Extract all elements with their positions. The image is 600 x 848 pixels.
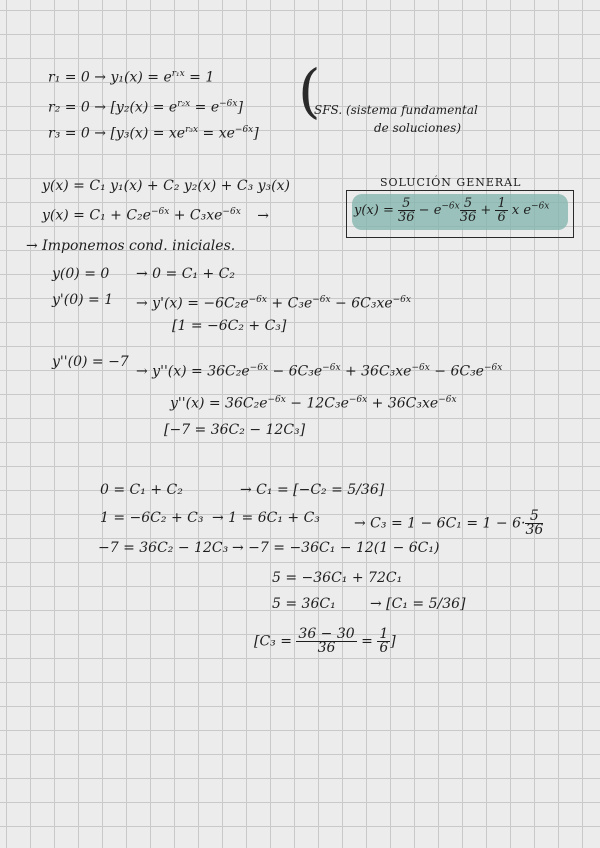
root-2-mid: = e (190, 99, 220, 116)
condition-3-line-2 (170, 392, 457, 412)
s6-result-frac (377, 628, 390, 655)
boxed-solution (354, 197, 549, 224)
root-3-exponent: r₃x (185, 125, 199, 135)
c3-b: − 6C₃e (268, 363, 323, 380)
gs-l2-a: y(x) = C₁ + C₂e (42, 207, 151, 224)
c3-exp4: −6x (483, 363, 503, 373)
root-2-exponent: r₂x (177, 99, 191, 109)
arrow-icon: → (257, 207, 269, 224)
c3-c: + 36C₃xe (340, 363, 412, 380)
system-2-mid: → 1 = 6C₁ + C₃ (212, 510, 320, 526)
gs-l2-exp1: −6x (150, 207, 170, 217)
root-2-text: r₂ = 0 → [y₂(x) = e (48, 99, 178, 116)
c3-l2-exp2: −6x (348, 395, 368, 405)
boxed-frac-3 (495, 197, 507, 224)
s2-frac (525, 510, 543, 537)
c3-l2-a: y''(x) = 36C₂e (170, 395, 268, 412)
system-3-right: → −7 = −36C₁ − 12(1 − 6C₁) (232, 540, 440, 556)
condition-2-left: y'(0) = 1 (52, 292, 114, 308)
s6-a: [C₃ = (254, 633, 297, 650)
boxed-frac-1 (398, 197, 415, 224)
boxed-frac-2-den: 36 (459, 210, 477, 225)
c3-exp2: −6x (322, 363, 341, 373)
sfs-brace: ( (298, 57, 321, 125)
condition-3-right (136, 360, 502, 380)
s2-c: → C₃ = 1 − 6C₁ = 1 − 6· (354, 515, 526, 532)
system-4: 5 = −36C₁ + 72C₁ (272, 570, 403, 586)
root-2-tail: ] (237, 99, 243, 116)
root-3-mid: = xe (198, 125, 235, 142)
root-3-exponent-2: −6x (234, 125, 254, 135)
gs-l2-b: + C₃xe (169, 207, 223, 224)
s6-result-num: 1 (379, 626, 389, 642)
boxed-frac-1-den: 36 (397, 210, 415, 225)
system-2-left: 1 = −6C₂ + C₃ (100, 510, 204, 526)
c3-l2-exp1: −6x (267, 395, 286, 405)
boxed-frac-1-num: 5 (398, 197, 415, 211)
general-solution-line-1: y(x) = C₁ y₁(x) + C₂ y₂(x) + C₃ y₃(x) (42, 178, 290, 194)
condition-3-left: y''(0) = −7 (52, 354, 129, 370)
boxed-plus: + (476, 203, 496, 218)
c2-c: − 6C₃xe (330, 295, 393, 312)
system-2-right (354, 510, 543, 537)
boxed-frac-2-num: 5 (460, 197, 477, 211)
sfs-label-1: SFS. (sistema fundamental (314, 103, 478, 117)
system-6 (254, 628, 396, 655)
c2-exp3: −6x (392, 295, 411, 305)
c3-exp3: −6x (411, 363, 430, 373)
root-3-line (48, 122, 259, 142)
boxed-term-3: x e (507, 203, 532, 218)
s6-den: 36 (317, 640, 336, 656)
s6-eq: = (356, 633, 378, 650)
system-1-left: 0 = C₁ + C₂ (100, 482, 183, 498)
c2-exp2: −6x (312, 295, 331, 305)
condition-3-boxed: [−7 = 36C₂ − 12C₃] (164, 422, 306, 438)
boxed-lhs: y(x) = (354, 203, 398, 218)
condition-1-right: → 0 = C₁ + C₂ (136, 266, 235, 282)
system-1-right: → C₁ = [−C₂ = 5/36] (240, 482, 385, 498)
boxed-exp-2: −6x (531, 201, 550, 212)
s6-num: 36 − 30 (298, 626, 355, 642)
c3-d: − 6C₃e (429, 363, 484, 380)
system-3-left: −7 = 36C₂ − 12C₃ (98, 540, 229, 556)
boxed-frac-3-den: 6 (497, 210, 506, 225)
root-1-text: r₁ = 0 → y₁(x) = e (48, 69, 172, 86)
c2-exp1: −6x (248, 295, 267, 305)
s6-result-den: 6 (379, 640, 389, 656)
c3-exp1: −6x (249, 363, 269, 373)
c3-l2-exp3: −6x (438, 395, 457, 405)
c2-b: + C₃e (266, 295, 313, 312)
gs-l2-exp2: −6x (222, 207, 241, 217)
boxed-term-2: − e (414, 203, 442, 218)
system-5-left: 5 = 36C₁ (272, 596, 336, 612)
c2-a: → y'(x) = −6C₂e (136, 295, 249, 312)
root-1-line (48, 66, 214, 86)
conditions-heading: → Imponemos cond. iniciales. (26, 238, 236, 254)
s6-close: ] (390, 633, 396, 650)
s2-frac-den: 36 (525, 522, 544, 538)
c3-a: → y''(x) = 36C₂e (136, 363, 250, 380)
boxed-exp-1: −6x (441, 201, 460, 212)
general-solution-line-2 (42, 204, 269, 224)
system-5-right: → [C₁ = 5/36] (370, 596, 466, 612)
s6-frac (296, 628, 356, 655)
root-3-tail: ] (253, 125, 259, 142)
root-3-text: r₃ = 0 → [y₃(x) = xe (48, 125, 186, 142)
root-1-tail: = 1 (184, 69, 215, 86)
c3-l2-b: − 12C₃e (285, 395, 349, 412)
root-1-exponent: r₁x (171, 69, 185, 79)
boxed-frac-2 (460, 197, 477, 224)
general-solution-title: SOLUCIÓN GENERAL (380, 176, 522, 189)
c3-l2-c: + 36C₃xe (367, 395, 439, 412)
condition-2-boxed: [1 = −6C₂ + C₃] (172, 318, 287, 334)
condition-1-left: y(0) = 0 (52, 266, 110, 282)
root-2-line (48, 96, 243, 116)
s2-frac-num: 5 (525, 510, 543, 524)
boxed-frac-3-num: 1 (497, 196, 506, 211)
sfs-label-2: de soluciones) (374, 121, 461, 135)
condition-2-right (136, 292, 411, 312)
root-2-exponent-2: −6x (219, 99, 238, 109)
